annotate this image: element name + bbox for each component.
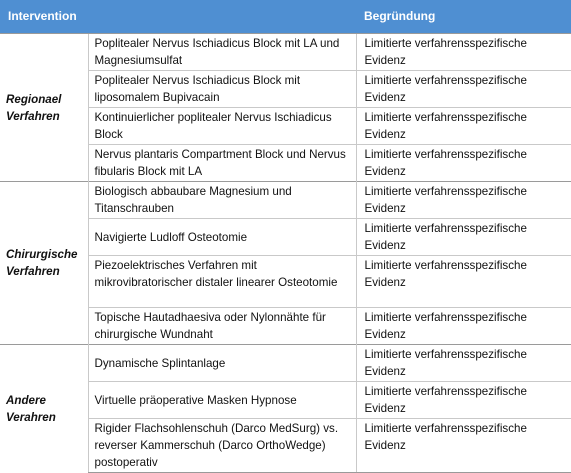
- intervention-cell: Navigierte Ludloff Osteotomie: [88, 219, 356, 256]
- intervention-cell: Dynamische Splintanlage: [88, 345, 356, 382]
- intervention-cell: Poplitealer Nervus Ischiadicus Block mit liposomalem Bupivacain: [88, 71, 356, 108]
- intervention-cell: Topische Hautadhaesiva oder Nylonnähte für chirurgische Wundnaht: [88, 308, 356, 345]
- intervention-cell: Kontinuierlicher poplitealer Nervus Ischiadicus Block: [88, 108, 356, 145]
- reason-cell: Limitierte verfahrensspezifische Evidenz: [356, 182, 571, 219]
- group-label-regional: Regionael Verfahren: [0, 34, 88, 182]
- table-header-row: [0, 0, 571, 34]
- table-row: [0, 34, 571, 71]
- header-reason: Begründung: [356, 0, 571, 34]
- reason-cell: Limitierte verfahrensspezifische Evidenz: [356, 71, 571, 108]
- group-label-surgical: Chirurgische Verfahren: [0, 182, 88, 345]
- reason-cell: Limitierte verfahrensspezifische Evidenz: [356, 34, 571, 71]
- reason-cell: Limitierte verfahrensspezifische Evidenz: [356, 419, 571, 473]
- intervention-cell: Nervus plantaris Compartment Block und Nervus fibularis Block mit LA: [88, 145, 356, 182]
- intervention-cell: Piezoelektrisches Verfahren mit mikrovibratorischer distaler linearer Osteotomie: [88, 256, 356, 308]
- reason-cell: Limitierte verfahrensspezifische Evidenz: [356, 256, 571, 308]
- group-label-other: Andere Verahren: [0, 345, 88, 473]
- intervention-cell: Biologisch abbaubare Magnesium und Titanschrauben: [88, 182, 356, 219]
- table-row: [0, 182, 571, 219]
- reason-cell: Limitierte verfahrensspezifische Evidenz: [356, 345, 571, 382]
- table-row: [0, 345, 571, 382]
- reason-cell: Limitierte verfahrensspezifische Evidenz: [356, 145, 571, 182]
- intervention-cell: Poplitealer Nervus Ischiadicus Block mit LA und Magnesiumsulfat: [88, 34, 356, 71]
- reason-cell: Limitierte verfahrensspezifische Evidenz: [356, 108, 571, 145]
- reason-cell: Limitierte verfahrensspezifische Evidenz: [356, 219, 571, 256]
- intervention-cell: Rigider Flachsohlenschuh (Darco MedSurg) vs. reverser Kammerschuh (Darco OrthoWedge) postoperativ: [88, 419, 356, 473]
- intervention-cell: Virtuelle präoperative Masken Hypnose: [88, 382, 356, 419]
- reason-cell: Limitierte verfahrensspezifische Evidenz: [356, 308, 571, 345]
- header-intervention: Intervention: [0, 0, 356, 34]
- reason-cell: Limitierte verfahrensspezifische Evidenz: [356, 382, 571, 419]
